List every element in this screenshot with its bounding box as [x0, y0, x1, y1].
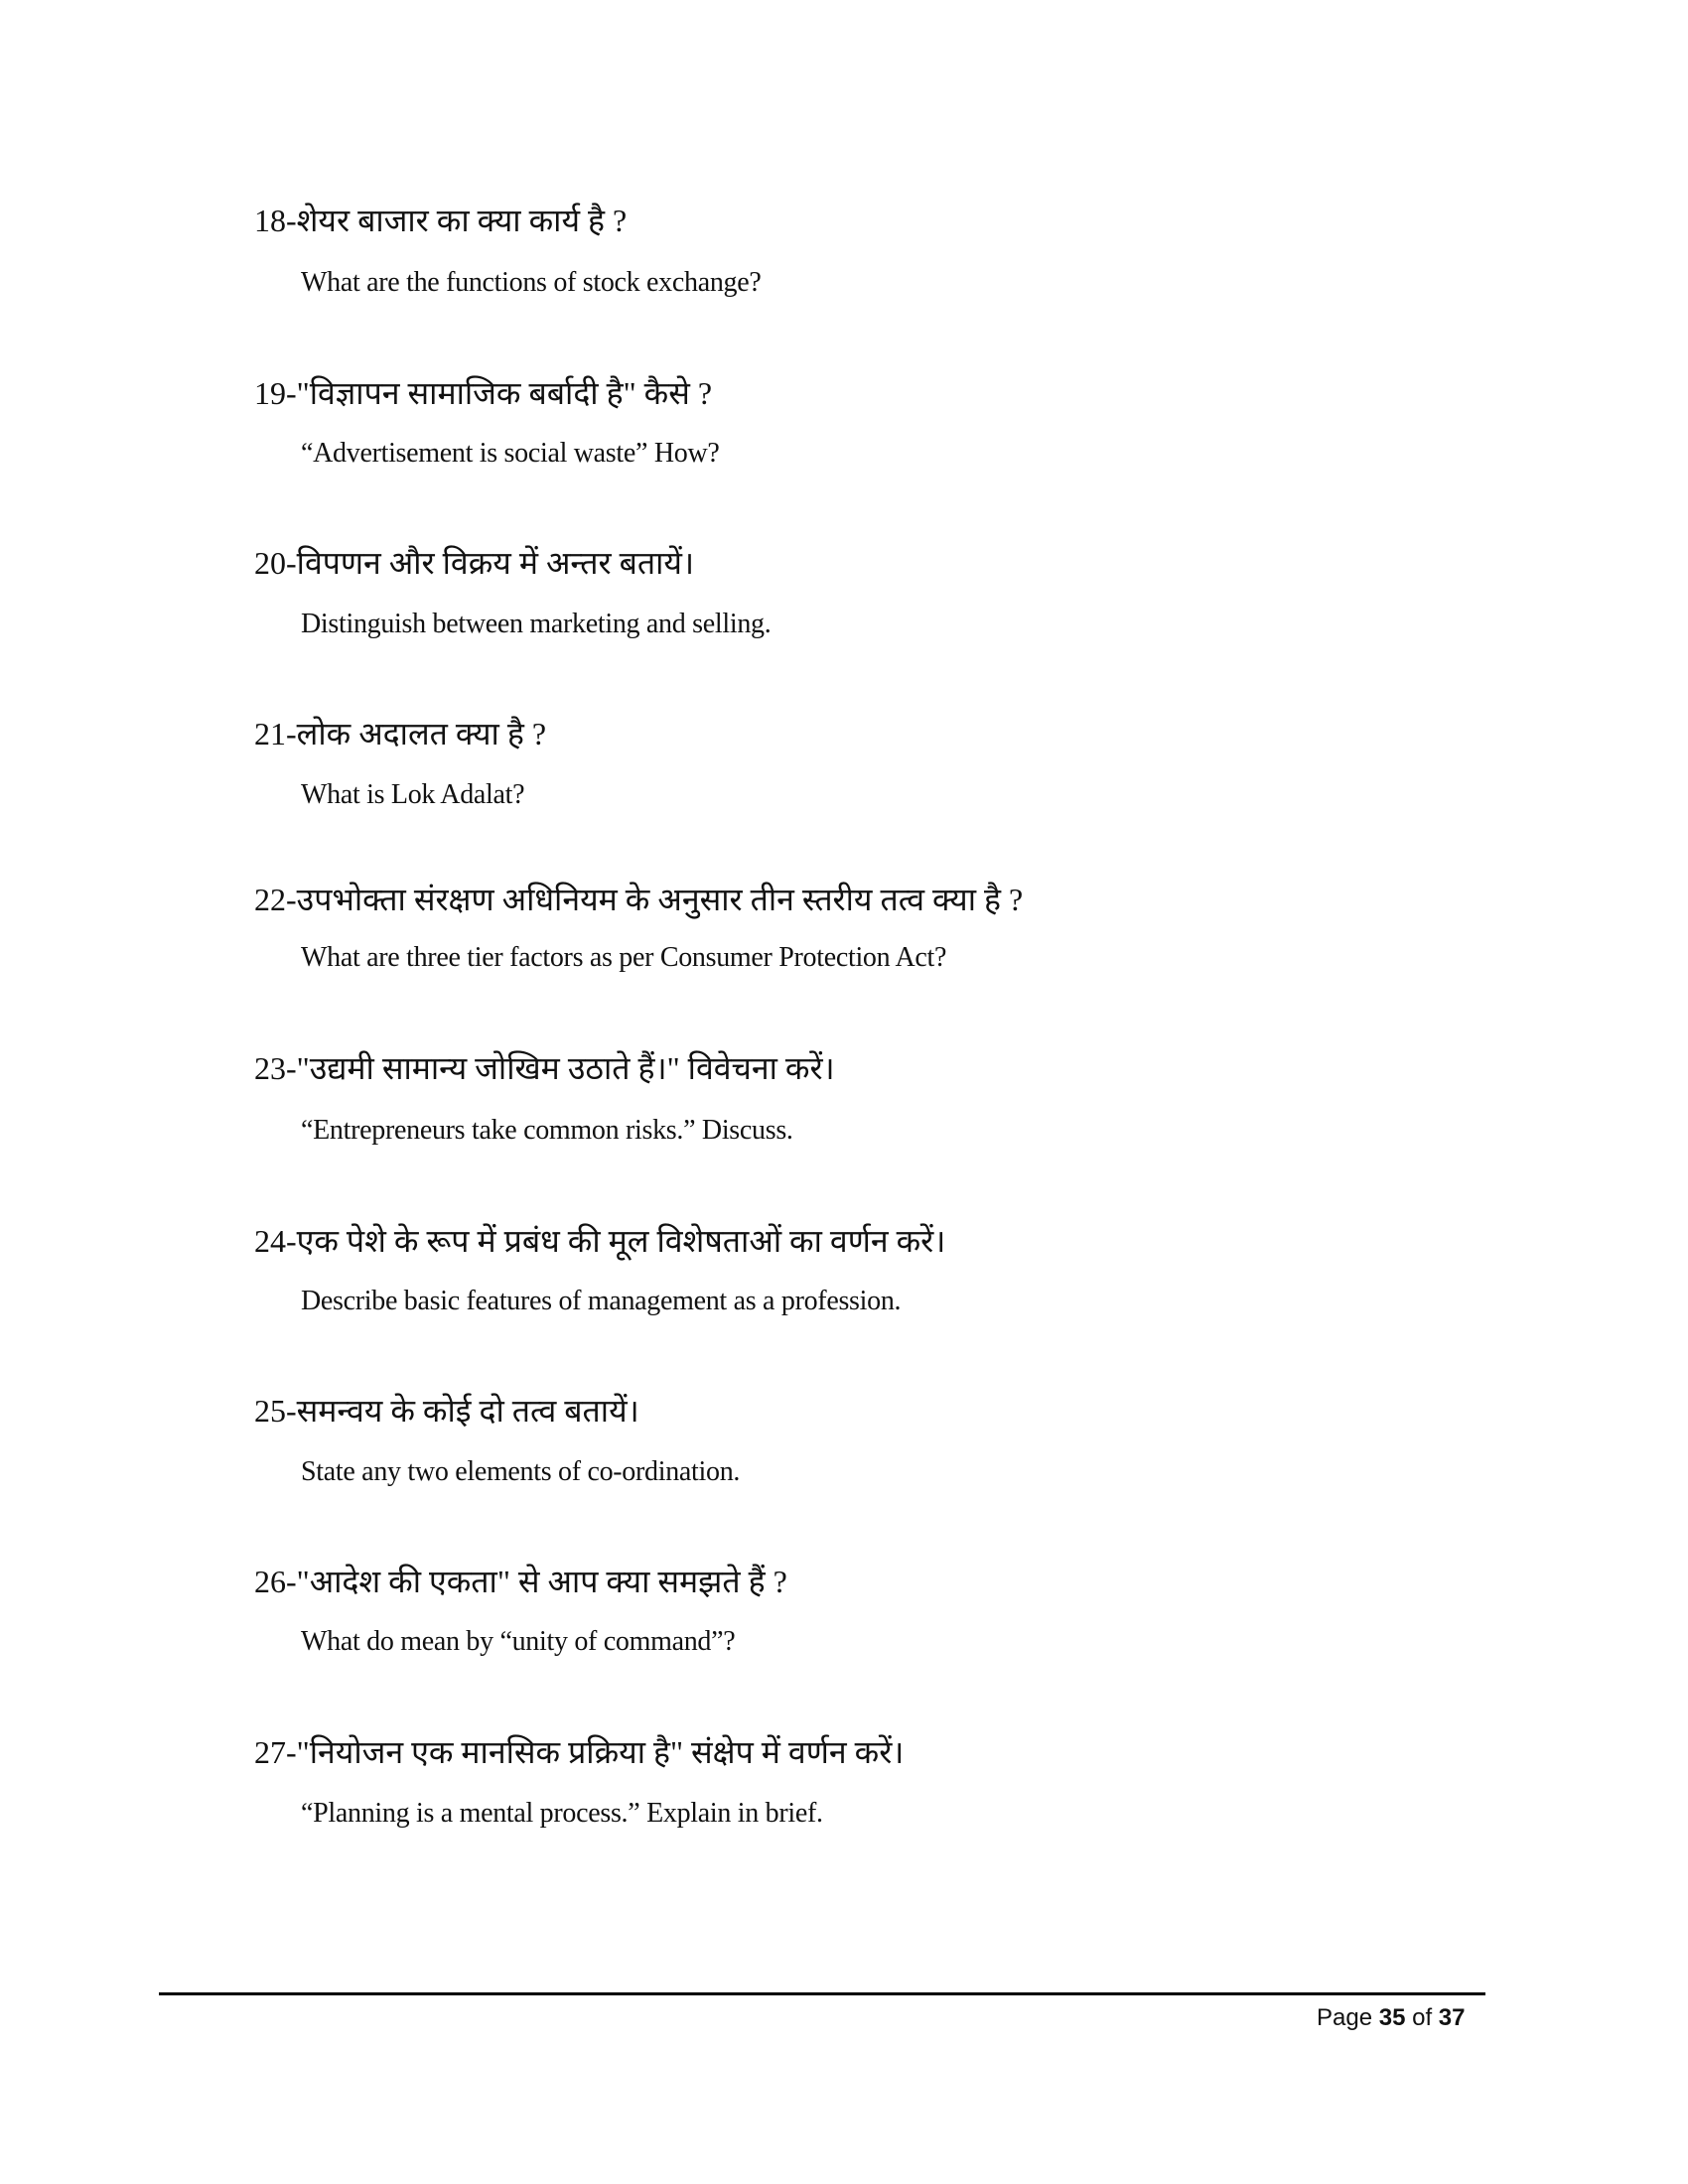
page-label: Page — [1317, 2004, 1373, 2031]
page-number — [1317, 2003, 1466, 2033]
question-21-english: What is Lok Adalat? — [301, 779, 525, 810]
question-25-hindi: 25-समन्वय के कोई दो तत्व बतायें। — [254, 1393, 639, 1429]
question-18-english: What are the functions of stock exchange? — [301, 267, 762, 298]
of-label: of — [1412, 2004, 1433, 2031]
total-pages: 37 — [1438, 2004, 1466, 2031]
question-19-hindi: 19-"विज्ञापन सामाजिक बर्बादी है" कैसे ? — [254, 375, 713, 411]
question-26-hindi: 26-"आदेश की एकता" से आप क्या समझते हैं ? — [254, 1564, 787, 1599]
question-20-hindi: 20-विपणन और विक्रय में अन्तर बतायें। — [254, 545, 695, 581]
question-20-english: Distinguish between marketing and selling. — [301, 609, 772, 639]
question-23-hindi: 23-"उद्यमी सामान्य जोखिम उठाते हैं।" विवेचना करें। — [254, 1050, 835, 1086]
question-24-hindi: 24-एक पेशे के रूप में प्रबंध की मूल विशेषताओं का वर्णन करें। — [254, 1223, 946, 1259]
question-27-hindi: 27-"नियोजन एक मानसिक प्रक्रिया है" संक्षेप में वर्णन करें। — [254, 1734, 905, 1770]
question-24-english: Describe basic features of management as a profession. — [301, 1286, 902, 1316]
footer-rule — [159, 1992, 1485, 1995]
current-page: 35 — [1378, 2004, 1406, 2031]
question-27-english: “Planning is a mental process.” Explain in brief. — [301, 1798, 823, 1829]
question-25-english: State any two elements of co-ordination. — [301, 1456, 741, 1487]
question-26-english: What do mean by “unity of command”? — [301, 1626, 736, 1657]
question-22-hindi: 22-उपभोक्ता संरक्षण अधिनियम के अनुसार तीन स्तरीय तत्व क्या है ? — [254, 882, 1024, 917]
question-18-hindi: 18-शेयर बाजार का क्या कार्य है ? — [254, 203, 628, 238]
question-19-english: “Advertisement is social waste” How? — [301, 438, 720, 469]
question-21-hindi: 21-लोक अदालत क्या है ? — [254, 716, 547, 751]
question-23-english: “Entrepreneurs take common risks.” Discuss. — [301, 1115, 793, 1146]
question-22-english: What are three tier factors as per Consumer Protection Act? — [301, 942, 947, 973]
